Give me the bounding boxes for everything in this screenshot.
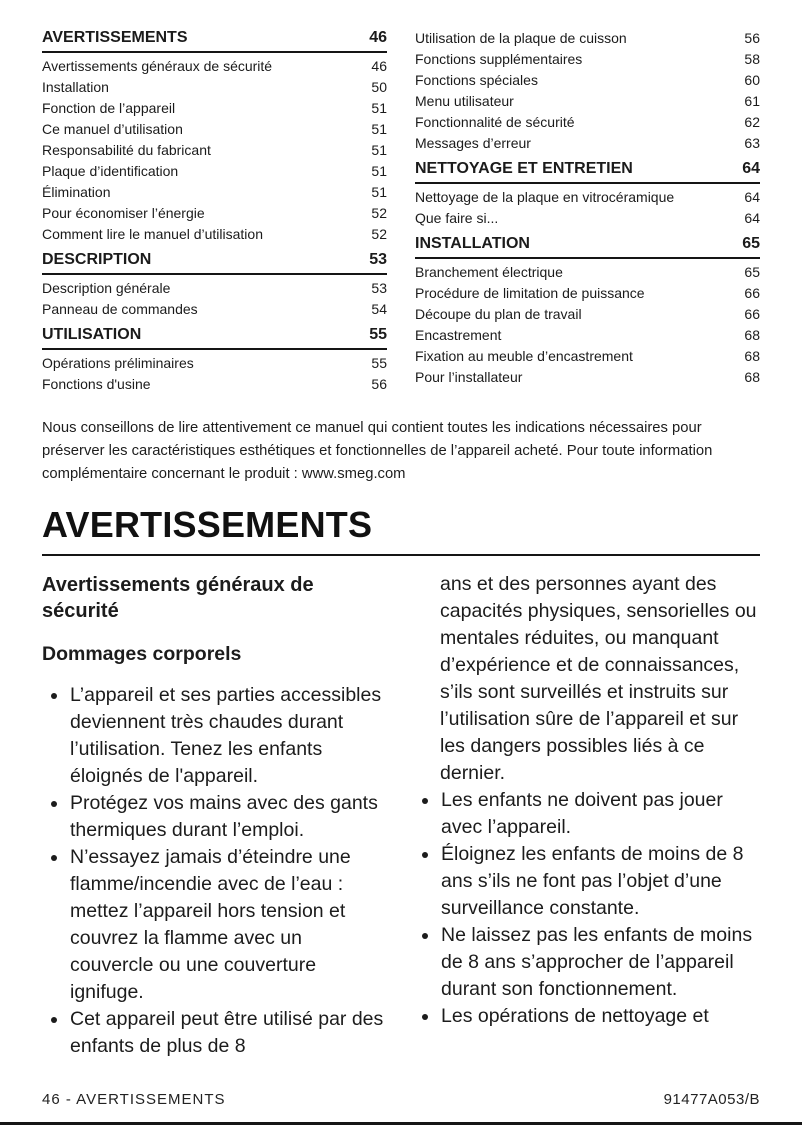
toc-entry-label: Découpe du plan de travail [415,306,582,322]
toc-section-header [42,28,387,53]
toc-item [42,203,387,224]
toc-entry-page-number: 66 [744,285,760,301]
warning-list-left [42,682,389,1060]
toc-entry-label: Procédure de limitation de puissance [415,285,645,301]
toc-entry-label: INSTALLATION [415,235,530,252]
toc-entry-page-number: 56 [371,376,387,392]
toc-entry-label: Installation [42,79,109,95]
body-column-left [42,566,389,1060]
toc-item [42,140,387,161]
toc-entry-page-number: 64 [742,160,760,177]
body-columns [42,566,760,1060]
toc-item [415,133,760,154]
toc-entry-page-number: 68 [744,327,760,343]
toc-entry-page-number: 51 [371,121,387,137]
toc-entry-label: Pour l’installateur [415,369,523,385]
footer-document-code: 91477A053/B [663,1091,760,1108]
toc-entry-label: UTILISATION [42,326,142,343]
toc-entry-page-number: 51 [371,184,387,200]
toc-entry-page-number: 62 [744,114,760,130]
toc-entry-label: Ce manuel d’utilisation [42,121,183,137]
toc-entry-page-number: 50 [371,79,387,95]
bullet-item: • Cet appareil peut être utilisé par des enfants de plus de 8 [69,1006,389,1060]
toc-item [42,278,387,299]
toc-item [415,70,760,91]
continuation-text: ans et des personnes ayant des capacités physiques, sensorielles ou mentales réduites, ou manquant d’expérience et de connaissances, s’ils sont surveillés et instruits sur l’utilisation sûre de l’appareil et sur les dangers possibles liés à ce dernier. [440,572,757,784]
toc-section-header [42,320,387,350]
toc-entry-page-number: 61 [744,93,760,109]
toc-item [415,208,760,229]
toc-entry-label: Fonctionnalité de sécurité [415,114,575,130]
toc-entry-label: DESCRIPTION [42,251,152,268]
table-of-contents [42,28,760,395]
toc-entry-page-number: 56 [744,30,760,46]
toc-entry-label: Description générale [42,280,171,296]
toc-entry-page-number: 58 [744,51,760,67]
page-bottom-rule [0,1122,802,1125]
toc-entry-label: Fonction de l’appareil [42,100,176,116]
toc-entry-page-number: 55 [369,326,387,343]
toc-entry-page-number: 68 [744,369,760,385]
toc-entry-page-number: 52 [371,226,387,242]
toc-entry-label: Nettoyage de la plaque en vitrocéramique [415,189,675,205]
body-column-right [413,566,760,1060]
toc-entry-label: Encastrement [415,327,502,343]
toc-entry-page-number: 52 [371,205,387,221]
toc-item [42,224,387,245]
toc-entry-page-number: 63 [744,135,760,151]
toc-entry-page-number: 64 [744,210,760,226]
footer-page-label: 46 - AVERTISSEMENTS [42,1091,226,1108]
bullet-item: • Éloignez les enfants de moins de 8 ans s’ils ne font pas l’objet d’une surveillance constante. [440,841,760,922]
toc-column-right [415,28,760,395]
toc-entry-page-number: 51 [371,142,387,158]
toc-item [415,49,760,70]
toc-entry-label: Messages d’erreur [415,135,531,151]
bullet-item: • Les enfants ne doivent pas jouer avec l’appareil. [440,787,760,841]
toc-item [415,262,760,283]
subheading-general-safety-warnings: Avertissements généraux de sécurité [42,573,314,622]
toc-item [42,98,387,119]
toc-entry-page-number: 51 [371,100,387,116]
toc-entry-label: Avertissements généraux de sécurité [42,58,273,74]
toc-entry-label: Fonctions supplémentaires [415,51,583,67]
toc-entry-page-number: 65 [744,264,760,280]
toc-item [415,91,760,112]
toc-entry-label: Responsabilité du fabricant [42,142,211,158]
bullet-item: • Les opérations de nettoyage et [440,1003,760,1030]
toc-entry-label: Panneau de commandes [42,301,198,317]
toc-entry-page-number: 68 [744,348,760,364]
toc-entry-label: Fixation au meuble d’encastrement [415,348,633,364]
bullet-item: • N’essayez jamais d’éteindre une flamme/incendie avec de l’eau : mettez l’appareil hors tension et couvrez la flamme avec un couvercle ou une couverture ignifuge. [69,844,389,1006]
toc-entry-page-number: 55 [371,355,387,371]
toc-entry-page-number: 64 [744,189,760,205]
toc-item [42,56,387,77]
toc-entry-label: Que faire si... [415,210,499,226]
intro-paragraph: Nous conseillons de lire attentivement ce manuel qui contient toutes les indications nécessaires pour préserver les caractéristiques esthétiques et fonctionnelles de l’appareil acheté. Pour toute information complémentaire concernant le produit : www.smeg.com [42,420,713,482]
page-footer [42,1091,760,1108]
toc-item [42,299,387,320]
toc-entry-page-number: 65 [742,235,760,252]
toc-entry-label: AVERTISSEMENTS [42,29,188,46]
toc-item [42,374,387,395]
toc-entry-label: Élimination [42,184,111,200]
toc-entry-page-number: 54 [371,301,387,317]
toc-item [42,119,387,140]
bullet-item: • Protégez vos mains avec des gants thermiques durant l’emploi. [69,790,389,844]
toc-entry-label: Fonctions spéciales [415,72,538,88]
toc-item [415,28,760,49]
warning-list-right [413,787,760,1030]
toc-section-header [415,229,760,259]
toc-entry-page-number: 53 [369,251,387,268]
toc-entry-label: Utilisation de la plaque de cuisson [415,30,627,46]
toc-item [42,182,387,203]
subheading-bodily-harm: Dommages corporels [42,642,242,665]
toc-entry-page-number: 53 [371,280,387,296]
toc-item [415,325,760,346]
bullet-item: • Ne laissez pas les enfants de moins de 8 ans s’approcher de l’appareil durant son fonctionnement. [440,922,760,1003]
toc-entry-page-number: 46 [369,29,387,46]
toc-entry-label: Pour économiser l’énergie [42,205,205,221]
toc-entry-page-number: 60 [744,72,760,88]
toc-item [415,304,760,325]
toc-entry-label: Fonctions d'usine [42,376,151,392]
toc-entry-label: Branchement électrique [415,264,563,280]
toc-entry-label: NETTOYAGE ET ENTRETIEN [415,160,633,177]
toc-item [415,346,760,367]
toc-item [42,161,387,182]
toc-item [415,367,760,388]
toc-item [415,283,760,304]
toc-column-left [42,28,387,395]
toc-item [42,353,387,374]
toc-entry-page-number: 46 [371,58,387,74]
toc-entry-page-number: 51 [371,163,387,179]
toc-item [42,77,387,98]
toc-entry-page-number: 66 [744,306,760,322]
toc-section-header [415,154,760,184]
title-rule [42,554,760,556]
page-title: AVERTISSEMENTS [42,504,373,545]
toc-entry-label: Plaque d’identification [42,163,179,179]
toc-item [415,187,760,208]
toc-item [415,112,760,133]
toc-section-header [42,245,387,275]
toc-entry-label: Comment lire le manuel d’utilisation [42,226,263,242]
toc-entry-label: Menu utilisateur [415,93,514,109]
toc-entry-label: Opérations préliminaires [42,355,194,371]
bullet-item: • L’appareil et ses parties accessibles deviennent très chaudes durant l’utilisation. Tenez les enfants éloignés de l'appareil. [69,682,389,790]
